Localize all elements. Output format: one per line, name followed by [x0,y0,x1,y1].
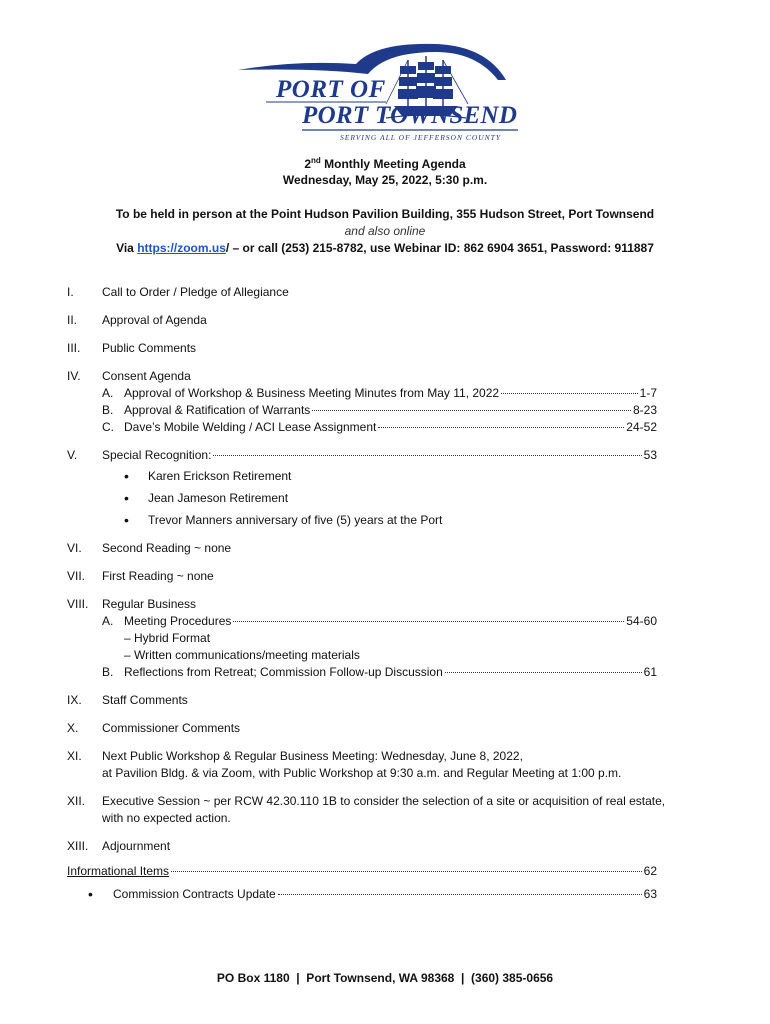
agenda-item: IX. Staff Comments [67,693,188,707]
sub-item: B. Reflections from Retreat; Commission Follow-up Discussion 61 [102,665,657,679]
agenda-item: II. Approval of Agenda [67,313,207,327]
agenda-item: XIII. Adjournment [67,839,171,853]
meeting-location: To be held in person at the Point Hudson Pavilion Building, 355 Hudson Street, Port Townsend [115,207,655,221]
list-item: • Jean Jameson Retirement [124,490,289,506]
logo-tagline: SERVING ALL OF JEFFERSON COUNTY [340,133,502,142]
logo-line2: PORT TOWNSEND [302,102,518,129]
sub-detail: – Hybrid Format [124,631,211,645]
sub-detail: – Written communications/meeting materials [124,648,360,662]
list-item: • Trevor Manners anniversary of five (5) years at the Port [124,512,443,528]
agenda-item-recognition: V. Special Recognition: 53 • Karen Erickson Retirement • Jean Jameson Retirement • Trevor Manners anniversary of five (5) years at the Port [67,447,667,529]
footer-address: PO Box 1180 | Port Townsend, WA 98368 | (360) 385-0656 [216,971,554,985]
agenda-item-executive-session: XII. Executive Session ~ per RCW 42.30.110 1B to consider the selection of a site or acquisition of real estate, with no expected action. [67,794,666,825]
informational-item: • Commission Contracts Update 63 [88,886,657,902]
agenda-item: I. Call to Order / Pledge of Allegiance [67,285,289,299]
informational-items: Informational Items 62 [67,864,657,878]
agenda-item: VII. First Reading ~ none [67,569,214,583]
meeting-title: 2nd Monthly Meeting Agenda [304,156,466,171]
agenda-item: III. Public Comments [67,341,197,355]
agenda-item: VI. Second Reading ~ none [67,541,232,555]
agenda-item-consent: IV. Consent Agenda A. Approval of Workshop & Business Meeting Minutes from May 11, 2022 1-7 B. Approval & Ratification of Warrants 8-23 C. Dave’s Mobile Welding / ACI Lease Assignment 24-52 [67,369,657,434]
also-online-note: and also online [344,224,426,238]
list-item: • Karen Erickson Retirement [124,468,292,484]
sub-item: B. Approval & Ratification of Warrants 8-23 [102,403,657,417]
sub-item: C. Dave’s Mobile Welding / ACI Lease Assignment 24-52 [102,420,657,434]
agenda-item-regular-business: VIII. Regular Business A. Meeting Procedures 54-60 – Hybrid Format – Written communications/meeting materials B. Reflections from Retreat; Commission Follow-up Discussion 61 [67,596,667,681]
agenda-item-next-meeting: XI. Next Public Workshop & Regular Business Meeting: Wednesday, June 8, 2022, at Pavilion Bldg. & via Zoom, with Public Workshop at 9:30 a.m. and Regular Meeting at 1:00 p.m. [67,749,622,780]
zoom-link[interactable]: https://zoom.us [137,241,226,255]
logo-line1: PORT OF [276,76,386,103]
agenda-item: X. Commissioner Comments [67,721,241,735]
zoom-info: Via https://zoom.us/ – or call (253) 215-8782, use Webinar ID: 862 6904 3651, Password: 911887 [116,241,654,255]
port-logo [236,40,526,150]
meeting-date: Wednesday, May 25, 2022, 5:30 p.m. [282,173,488,187]
sub-item: A. Approval of Workshop & Business Meeting Minutes from May 11, 2022 1-7 [102,386,657,400]
sub-item: A. Meeting Procedures 54-60 [102,614,657,628]
agenda-list [67,284,667,866]
